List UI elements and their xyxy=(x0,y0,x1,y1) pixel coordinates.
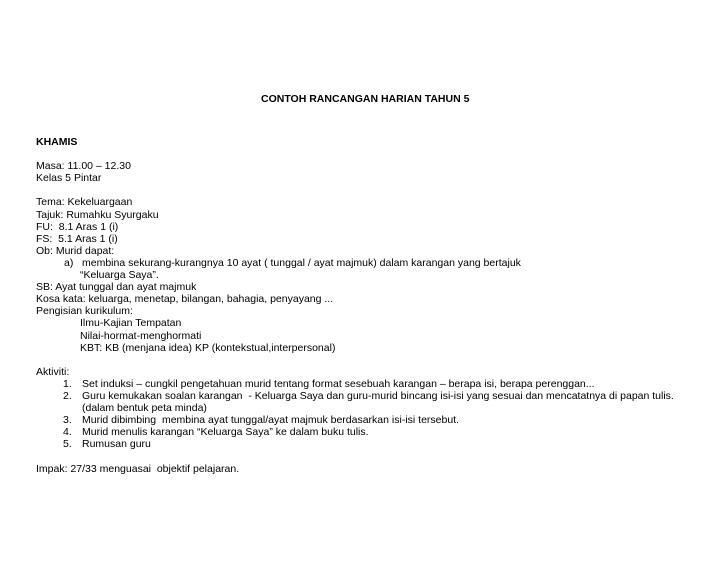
grammar-line: SB: Ayat tunggal dan ayat majmuk xyxy=(36,281,197,294)
activity-item xyxy=(36,426,706,438)
objective-label: Ob: Murid dapat: xyxy=(36,244,115,257)
activities-label: Aktiviti: xyxy=(36,365,70,378)
spacer xyxy=(36,184,706,196)
activity-number: 2. xyxy=(63,389,72,402)
topic-line: Tajuk: Rumahku Syurgaku xyxy=(36,208,159,221)
theme-line: Tema: Kekeluargaan xyxy=(36,196,133,209)
spacer xyxy=(36,148,706,160)
class-line: Kelas 5 Pintar xyxy=(36,172,102,185)
activity-number: 4. xyxy=(63,426,72,439)
activity-item xyxy=(36,414,706,426)
activity-continuation: (dalam bentuk peta minda) xyxy=(82,402,207,415)
day-heading: KHAMIS xyxy=(36,136,78,148)
activity-number: 1. xyxy=(63,377,72,390)
activity-text: Rumusan guru xyxy=(82,438,151,451)
activity-text: Guru kemukakan soalan karangan - Keluarga Saya dan guru-murid bincang isi-isi yang sesuai dan mencatatnya di papan tulis. xyxy=(82,389,674,402)
objective-marker: a) xyxy=(64,256,74,269)
impact-line: Impak: 27/33 menguasai objektif pelajaran. xyxy=(36,462,240,475)
activity-number: 3. xyxy=(63,414,72,427)
activity-item xyxy=(36,390,706,402)
spacer xyxy=(36,450,706,462)
activity-number: 5. xyxy=(63,438,72,451)
activity-continuation-row xyxy=(36,402,706,414)
objective-continuation: “Keluarga Saya”. xyxy=(80,269,159,282)
curriculum-item: KBT: KB (menjana idea) KP (kontekstual,interpersonal) xyxy=(80,341,336,354)
activity-item xyxy=(36,378,706,390)
objective-text: membina sekurang-kurangnya 10 ayat ( tunggal / ayat majmuk) dalam karangan yang bertajuk xyxy=(82,256,521,269)
vocabulary-line: Kosa kata: keluarga, menetap, bilangan, bahagia, penyayang ... xyxy=(36,293,334,306)
activity-item xyxy=(36,438,706,450)
time-line: Masa: 11.00 – 12.30 xyxy=(36,160,131,173)
lesson-plan-body xyxy=(36,136,706,475)
curriculum-item: Ilmu-Kajian Tempatan xyxy=(80,317,182,330)
objective-item xyxy=(36,257,706,269)
activity-text: Murid menulis karangan “Keluarga Saya” ke dalam buku tulis. xyxy=(82,426,369,439)
focus-secondary-line: FS: 5.1 Aras 1 (i) xyxy=(36,232,118,245)
spacer xyxy=(36,354,706,366)
curriculum-label: Pengisian kurikulum: xyxy=(36,305,133,318)
activity-text: Murid dibimbing membina ayat tunggal/ayat majmuk berdasarkan isi-isi tersebut. xyxy=(82,414,460,427)
focus-main-line: FU: 8.1 Aras 1 (i) xyxy=(36,220,119,233)
activity-text: Set induksi – cungkil pengetahuan murid tentang format sesebuah karangan – berapa isi, berapa perenggan... xyxy=(82,377,595,390)
curriculum-item: Nilai-hormat-menghormati xyxy=(80,329,202,342)
page-title: CONTOH RANCANGAN HARIAN TAHUN 5 xyxy=(261,93,470,105)
